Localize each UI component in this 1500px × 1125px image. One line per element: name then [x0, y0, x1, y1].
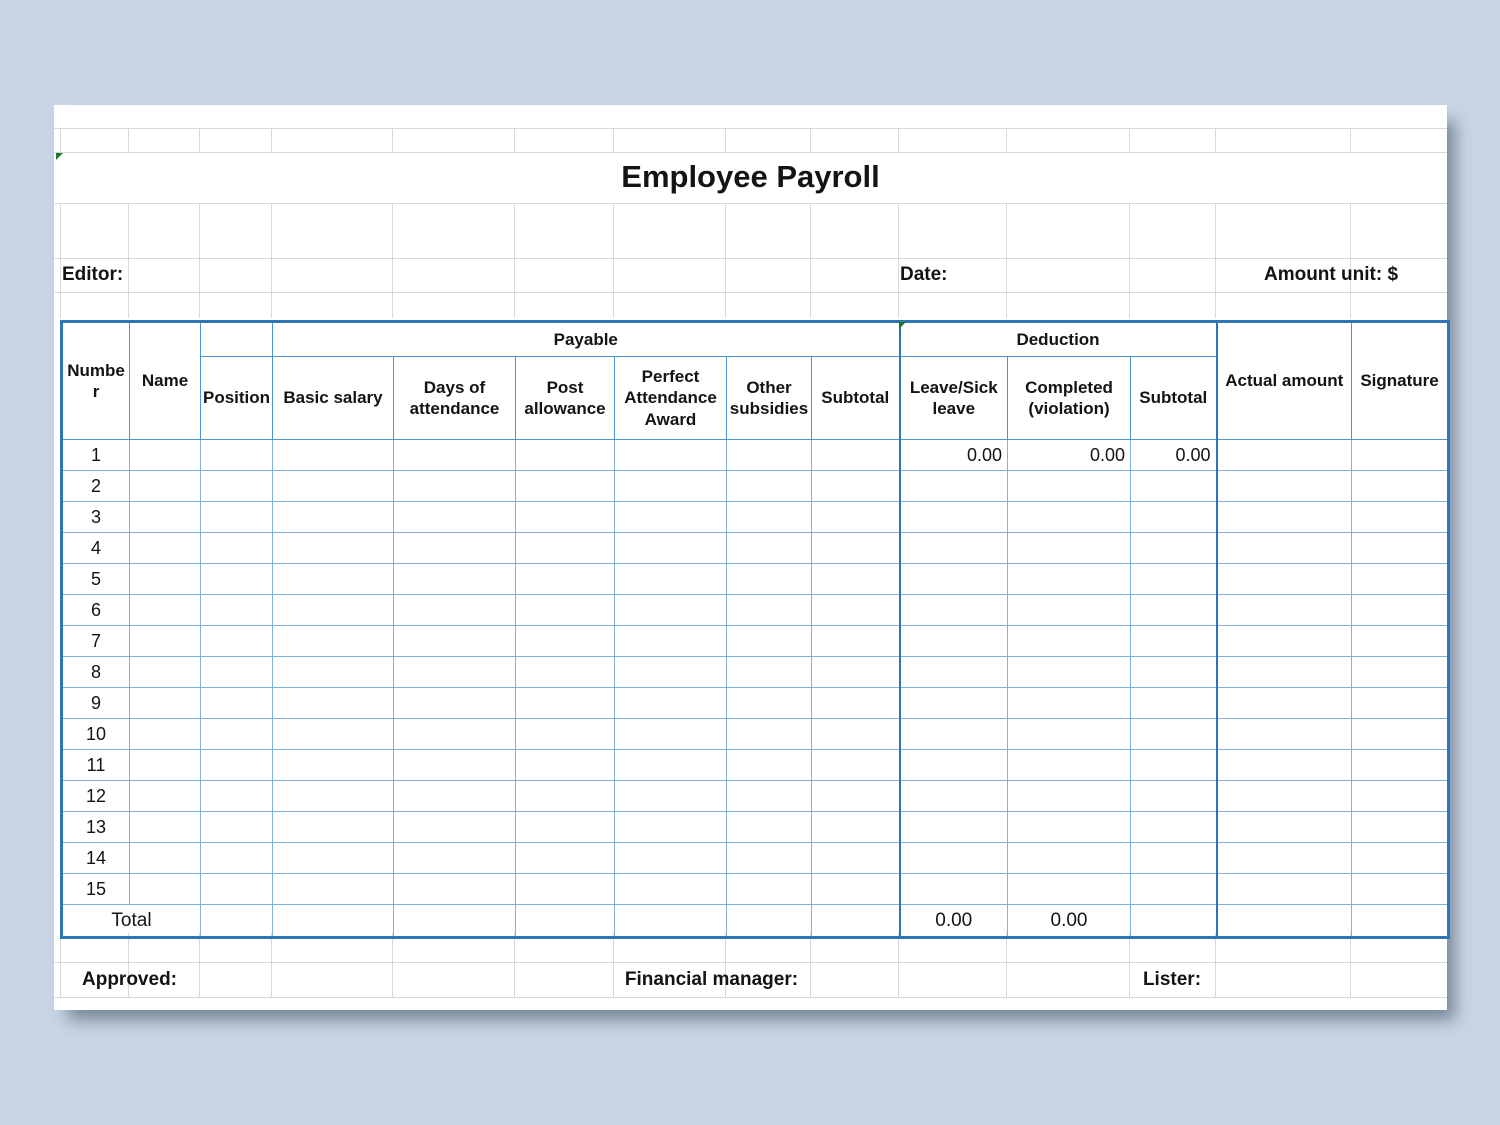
cell[interactable] [1131, 812, 1217, 843]
table-body [62, 440, 1449, 905]
cell[interactable] [201, 657, 273, 688]
cell[interactable] [812, 843, 900, 874]
cell[interactable] [727, 843, 812, 874]
cell[interactable] [394, 874, 516, 905]
amount-unit-label[interactable]: Amount unit: $ [1263, 264, 1399, 285]
cell[interactable] [1217, 905, 1352, 938]
cell[interactable] [1131, 657, 1217, 688]
cell[interactable] [1217, 874, 1352, 905]
cell[interactable] [201, 781, 273, 812]
cell[interactable] [727, 750, 812, 781]
cell[interactable] [1131, 905, 1217, 938]
cell[interactable] [727, 812, 812, 843]
row-number-cell[interactable]: 10 [62, 719, 130, 750]
column-header-post-allowance[interactable]: Post allowance [516, 357, 615, 440]
cell[interactable] [1352, 502, 1449, 533]
cell[interactable] [1217, 688, 1352, 719]
cell[interactable] [615, 657, 727, 688]
cell[interactable] [812, 905, 900, 938]
cell[interactable] [812, 502, 900, 533]
cell[interactable] [615, 502, 727, 533]
cell[interactable] [130, 564, 201, 595]
cell[interactable] [516, 533, 615, 564]
cell[interactable] [1008, 781, 1131, 812]
total-completed-cell[interactable]: 0.00 [1008, 905, 1131, 938]
cell[interactable] [1352, 440, 1449, 471]
cell[interactable] [394, 657, 516, 688]
cell[interactable] [201, 750, 273, 781]
cell[interactable] [812, 750, 900, 781]
cell[interactable] [1008, 502, 1131, 533]
cell[interactable] [394, 750, 516, 781]
cell[interactable] [1131, 874, 1217, 905]
cell[interactable] [130, 719, 201, 750]
cell[interactable] [201, 595, 273, 626]
cell[interactable] [727, 502, 812, 533]
cell[interactable] [1008, 750, 1131, 781]
cell[interactable] [1008, 843, 1131, 874]
column-header-signature[interactable]: Signature [1352, 322, 1449, 440]
cell[interactable]: 0.00 [900, 440, 1008, 471]
cell[interactable] [1131, 564, 1217, 595]
cell[interactable] [1352, 812, 1449, 843]
table-row [62, 719, 1449, 750]
cell[interactable] [394, 719, 516, 750]
lister-label[interactable]: Lister: [1142, 969, 1202, 990]
table-row [62, 781, 1449, 812]
cell[interactable] [201, 874, 273, 905]
cell[interactable] [1217, 719, 1352, 750]
cell[interactable] [615, 750, 727, 781]
cell[interactable] [900, 874, 1008, 905]
cell[interactable] [727, 781, 812, 812]
row-number-cell[interactable]: 2 [62, 471, 130, 502]
total-row [62, 905, 1449, 938]
cell[interactable] [1352, 533, 1449, 564]
page-title[interactable]: Employee Payroll [621, 159, 880, 194]
cell[interactable] [1131, 843, 1217, 874]
cell[interactable] [516, 812, 615, 843]
cell[interactable] [1008, 564, 1131, 595]
cell[interactable] [900, 502, 1008, 533]
cell[interactable] [812, 626, 900, 657]
cell[interactable] [812, 812, 900, 843]
cell[interactable] [812, 440, 900, 471]
row-number-cell[interactable]: 15 [62, 874, 130, 905]
cell[interactable] [900, 688, 1008, 719]
cell[interactable] [1217, 471, 1352, 502]
table-row [62, 750, 1449, 781]
approved-label[interactable]: Approved: [82, 969, 177, 990]
row-number-cell[interactable]: 3 [62, 502, 130, 533]
row-number-cell[interactable]: 8 [62, 657, 130, 688]
cell[interactable] [812, 874, 900, 905]
table-row [62, 471, 1449, 502]
cell[interactable] [1008, 874, 1131, 905]
cell[interactable] [130, 471, 201, 502]
cell[interactable] [1131, 502, 1217, 533]
cell[interactable] [615, 812, 727, 843]
cell[interactable] [900, 812, 1008, 843]
cell[interactable] [273, 502, 394, 533]
cell[interactable] [615, 440, 727, 471]
cell[interactable] [812, 781, 900, 812]
cell[interactable] [1008, 533, 1131, 564]
cell[interactable] [130, 595, 201, 626]
row-number-cell[interactable]: 13 [62, 812, 130, 843]
column-header-actual-amount[interactable]: Actual amount [1217, 322, 1352, 440]
cell[interactable] [1008, 626, 1131, 657]
cell[interactable] [1352, 688, 1449, 719]
row-number-cell[interactable]: 11 [62, 750, 130, 781]
cell[interactable] [273, 626, 394, 657]
cell[interactable] [812, 533, 900, 564]
cell[interactable] [130, 812, 201, 843]
table-footer [62, 905, 1449, 938]
financial-manager-label[interactable]: Financial manager: [624, 969, 799, 990]
cell[interactable] [615, 905, 727, 938]
cell[interactable] [273, 688, 394, 719]
cell[interactable] [1217, 781, 1352, 812]
cell[interactable] [273, 595, 394, 626]
cell[interactable] [201, 843, 273, 874]
cell[interactable] [1352, 719, 1449, 750]
cell[interactable] [727, 626, 812, 657]
cell[interactable] [1352, 595, 1449, 626]
cell[interactable] [516, 843, 615, 874]
cell[interactable] [1131, 719, 1217, 750]
table-row [62, 843, 1449, 874]
column-header-leave-sick-leave[interactable]: Leave/Sick leave [900, 357, 1008, 440]
table-row [62, 564, 1449, 595]
row-number-cell[interactable]: 1 [62, 440, 130, 471]
cell[interactable] [1217, 440, 1352, 471]
cell[interactable] [900, 471, 1008, 502]
column-header-number[interactable]: Number [62, 322, 130, 440]
cell[interactable] [273, 874, 394, 905]
table-row [62, 874, 1449, 905]
cell[interactable] [1352, 750, 1449, 781]
cell[interactable] [130, 874, 201, 905]
total-leave-cell[interactable]: 0.00 [900, 905, 1008, 938]
cell[interactable] [900, 595, 1008, 626]
cell[interactable] [1131, 533, 1217, 564]
cell[interactable] [130, 843, 201, 874]
table-header [62, 322, 1449, 440]
cell[interactable] [1352, 781, 1449, 812]
cell[interactable] [273, 905, 394, 938]
cell[interactable] [394, 595, 516, 626]
cell[interactable] [394, 440, 516, 471]
cell[interactable] [615, 843, 727, 874]
cell[interactable] [1217, 657, 1352, 688]
cell[interactable] [615, 533, 727, 564]
cell[interactable] [1217, 843, 1352, 874]
cell[interactable] [394, 533, 516, 564]
cell[interactable] [394, 688, 516, 719]
cell[interactable] [130, 688, 201, 719]
cell[interactable] [516, 688, 615, 719]
cell[interactable] [394, 502, 516, 533]
cell[interactable] [900, 781, 1008, 812]
column-header-other-subsidies[interactable]: Other subsidies [727, 357, 812, 440]
cell[interactable] [1217, 626, 1352, 657]
cell[interactable] [900, 719, 1008, 750]
cell[interactable] [812, 564, 900, 595]
table-row [62, 502, 1449, 533]
table-row [62, 626, 1449, 657]
cell[interactable] [1131, 471, 1217, 502]
cell[interactable] [1217, 595, 1352, 626]
cell[interactable] [1008, 595, 1131, 626]
cell[interactable] [130, 626, 201, 657]
cell[interactable] [201, 905, 273, 938]
cell[interactable] [1352, 471, 1449, 502]
cell[interactable] [273, 843, 394, 874]
cell[interactable] [1131, 626, 1217, 657]
cell[interactable] [130, 750, 201, 781]
cell[interactable] [615, 626, 727, 657]
spreadsheet [54, 105, 1447, 1010]
cell[interactable] [394, 843, 516, 874]
row-number-cell[interactable]: 4 [62, 533, 130, 564]
cell[interactable] [1217, 750, 1352, 781]
cell[interactable] [516, 595, 615, 626]
cell[interactable] [727, 471, 812, 502]
cell[interactable] [516, 874, 615, 905]
cell[interactable] [394, 626, 516, 657]
cell[interactable] [1352, 626, 1449, 657]
cell[interactable] [201, 688, 273, 719]
cell[interactable] [201, 719, 273, 750]
table-row [62, 595, 1449, 626]
cell[interactable] [1131, 750, 1217, 781]
cell[interactable] [130, 502, 201, 533]
cell[interactable] [615, 564, 727, 595]
table-row [62, 688, 1449, 719]
cell[interactable] [516, 564, 615, 595]
column-header-deduction-subtotal[interactable]: Subtotal [1131, 357, 1217, 440]
cell[interactable] [516, 657, 615, 688]
cell[interactable] [273, 440, 394, 471]
cell[interactable] [727, 905, 812, 938]
cell[interactable] [516, 471, 615, 502]
table-row [62, 440, 1449, 471]
cell[interactable] [516, 440, 615, 471]
cell[interactable] [273, 812, 394, 843]
cell[interactable] [516, 719, 615, 750]
cell[interactable] [201, 502, 273, 533]
column-header-days-of-attendance[interactable]: Days of attendance [394, 357, 516, 440]
cell[interactable] [615, 471, 727, 502]
cell[interactable] [273, 719, 394, 750]
cell[interactable] [516, 905, 615, 938]
cell[interactable] [615, 874, 727, 905]
cell[interactable] [900, 843, 1008, 874]
column-header-basic-salary[interactable]: Basic salary [273, 357, 394, 440]
cell[interactable] [394, 812, 516, 843]
row-number-cell[interactable]: 12 [62, 781, 130, 812]
cell[interactable] [273, 657, 394, 688]
cell[interactable] [900, 564, 1008, 595]
cell[interactable] [1352, 905, 1449, 938]
date-label[interactable]: Date: [900, 264, 948, 285]
row-number-cell[interactable]: 6 [62, 595, 130, 626]
cell[interactable] [516, 502, 615, 533]
column-header-payable-subtotal[interactable]: Subtotal [812, 357, 900, 440]
cell[interactable] [615, 595, 727, 626]
cell[interactable] [812, 657, 900, 688]
cell[interactable]: 0.00 [1131, 440, 1217, 471]
cell[interactable] [394, 781, 516, 812]
header-spacer-cell[interactable] [201, 322, 273, 357]
cell[interactable] [812, 688, 900, 719]
cell[interactable] [130, 781, 201, 812]
group-header-payable[interactable]: Payable [273, 322, 900, 357]
cell[interactable] [727, 719, 812, 750]
row-number-cell[interactable]: 7 [62, 626, 130, 657]
cell[interactable] [273, 750, 394, 781]
cell[interactable] [201, 533, 273, 564]
cell[interactable] [900, 533, 1008, 564]
cell[interactable] [1217, 533, 1352, 564]
table-row [62, 533, 1449, 564]
cell[interactable] [900, 750, 1008, 781]
cell[interactable] [1008, 657, 1131, 688]
cell[interactable] [615, 719, 727, 750]
cell[interactable] [201, 440, 273, 471]
cell[interactable] [727, 564, 812, 595]
cell[interactable] [1217, 564, 1352, 595]
cell[interactable] [1352, 843, 1449, 874]
cell[interactable] [615, 688, 727, 719]
cell[interactable] [615, 781, 727, 812]
cell[interactable] [273, 471, 394, 502]
cell[interactable] [727, 595, 812, 626]
cell[interactable] [727, 688, 812, 719]
cell[interactable] [1352, 874, 1449, 905]
cell[interactable] [727, 440, 812, 471]
group-header-deduction[interactable]: Deduction [900, 322, 1217, 357]
cell[interactable] [1131, 595, 1217, 626]
payroll-table [60, 320, 1450, 939]
cell[interactable] [1131, 688, 1217, 719]
cell[interactable] [201, 626, 273, 657]
row-number-cell[interactable]: 5 [62, 564, 130, 595]
cell[interactable] [516, 781, 615, 812]
table-row [62, 657, 1449, 688]
cell[interactable] [394, 564, 516, 595]
cell[interactable] [516, 750, 615, 781]
cell[interactable] [1008, 471, 1131, 502]
cell[interactable] [273, 781, 394, 812]
column-header-position[interactable]: Position [201, 357, 273, 440]
cell[interactable] [900, 657, 1008, 688]
cell[interactable] [1352, 564, 1449, 595]
cell[interactable] [394, 471, 516, 502]
cell[interactable] [130, 440, 201, 471]
cell[interactable] [516, 626, 615, 657]
cell[interactable] [1352, 657, 1449, 688]
cell[interactable] [1131, 781, 1217, 812]
cell[interactable] [130, 657, 201, 688]
cell[interactable] [273, 564, 394, 595]
cell[interactable] [727, 874, 812, 905]
cell[interactable] [201, 471, 273, 502]
column-header-name[interactable]: Name [130, 322, 201, 440]
column-header-perfect-attendance-award[interactable]: Perfect Attendance Award [615, 357, 727, 440]
cell[interactable] [1008, 719, 1131, 750]
table-row [62, 812, 1449, 843]
cell[interactable] [812, 471, 900, 502]
cell[interactable]: 0.00 [1008, 440, 1131, 471]
cell[interactable] [1008, 812, 1131, 843]
cell[interactable] [727, 533, 812, 564]
cell[interactable] [812, 595, 900, 626]
cell[interactable] [394, 905, 516, 938]
cell[interactable] [201, 564, 273, 595]
cell[interactable] [273, 533, 394, 564]
cell[interactable] [1008, 688, 1131, 719]
cell[interactable] [130, 533, 201, 564]
cell[interactable] [727, 657, 812, 688]
cell[interactable] [812, 719, 900, 750]
cell[interactable] [1217, 502, 1352, 533]
editor-label[interactable]: Editor: [62, 264, 124, 285]
total-label-cell[interactable]: Total [62, 905, 201, 938]
cell[interactable] [900, 626, 1008, 657]
row-number-cell[interactable]: 14 [62, 843, 130, 874]
cell[interactable] [201, 812, 273, 843]
row-number-cell[interactable]: 9 [62, 688, 130, 719]
cell[interactable] [1217, 812, 1352, 843]
column-header-completed-violation[interactable]: Completed (violation) [1008, 357, 1131, 440]
